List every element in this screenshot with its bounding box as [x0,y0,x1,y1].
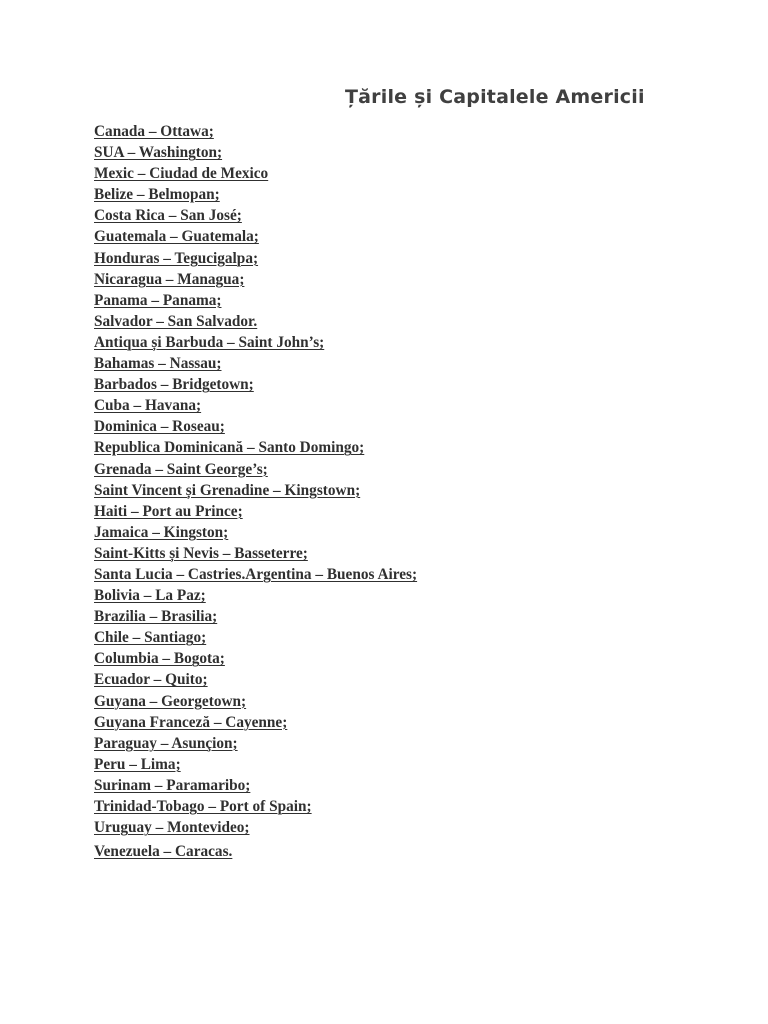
list-item: Surinam – Paramaribo; [94,776,251,794]
list-item: Brazilia – Brasilia; [94,608,218,626]
list-item: Ecuador – Quito; [94,671,208,689]
list-item: Honduras – Tegucigalpa; [94,249,259,267]
list-item: Nicaragua – Managua; [94,270,245,288]
list-item: Canada – Ottawa; [94,123,214,140]
document-title: Țările și Capitalele Americii [345,86,645,108]
list-item: Cuba – Havana; [94,397,202,415]
list-item: Bolivia – La Paz; [94,587,206,605]
list-item: Bahamas – Nassau; [94,355,222,373]
list-item: Panama – Panama; [94,291,222,309]
list-item: Jamaica – Kingston; [94,523,229,541]
list-item: Grenada – Saint George’s; [94,460,268,478]
list-item: Costa Rica – San José; [94,207,242,225]
list-item: Trinidad-Tobago – Port of Spain; [94,798,312,815]
list-item: Saint Vincent și Grenadine – Kingstown; [94,481,361,499]
list-item: Barbados – Bridgetown; [94,376,254,394]
list-item: Saint-Kitts și Nevis – Basseterre; [94,544,308,562]
list-item: Dominica – Roseau; [94,418,225,436]
list-item: Guyana – Georgetown; [94,692,247,710]
list-item: Haiti – Port au Prince; [94,502,243,520]
list-item: Mexic – Ciudad de Mexico [94,165,269,183]
list-item: Peru – Lima; [94,755,181,773]
list-item: SUA – Washington; [94,144,223,162]
list-item: Republica Dominicană – Santo Domingo; [94,439,365,457]
list-item: Belize – Belmopan; [94,186,220,204]
list-item: Guatemala – Guatemala; [94,228,259,246]
list-item: Guyana Franceză – Cayenne; [94,713,288,731]
list-item: Chile – Santiago; [94,629,207,647]
list-item: Venezuela – Caracas. [94,843,233,861]
list-item: Uruguay – Montevideo; [94,819,250,837]
countries-capitals-list [94,121,417,862]
list-item: Columbia – Bogota; [94,650,225,668]
list-item: Salvador – San Salvador. [94,312,258,330]
list-item: Paraguay – Asunçion; [94,734,238,752]
list-item: Santa Lucia – Castries.Argentina – Buenos Aires; [94,565,418,583]
list-item: Antiqua și Barbuda – Saint John’s; [94,333,325,351]
